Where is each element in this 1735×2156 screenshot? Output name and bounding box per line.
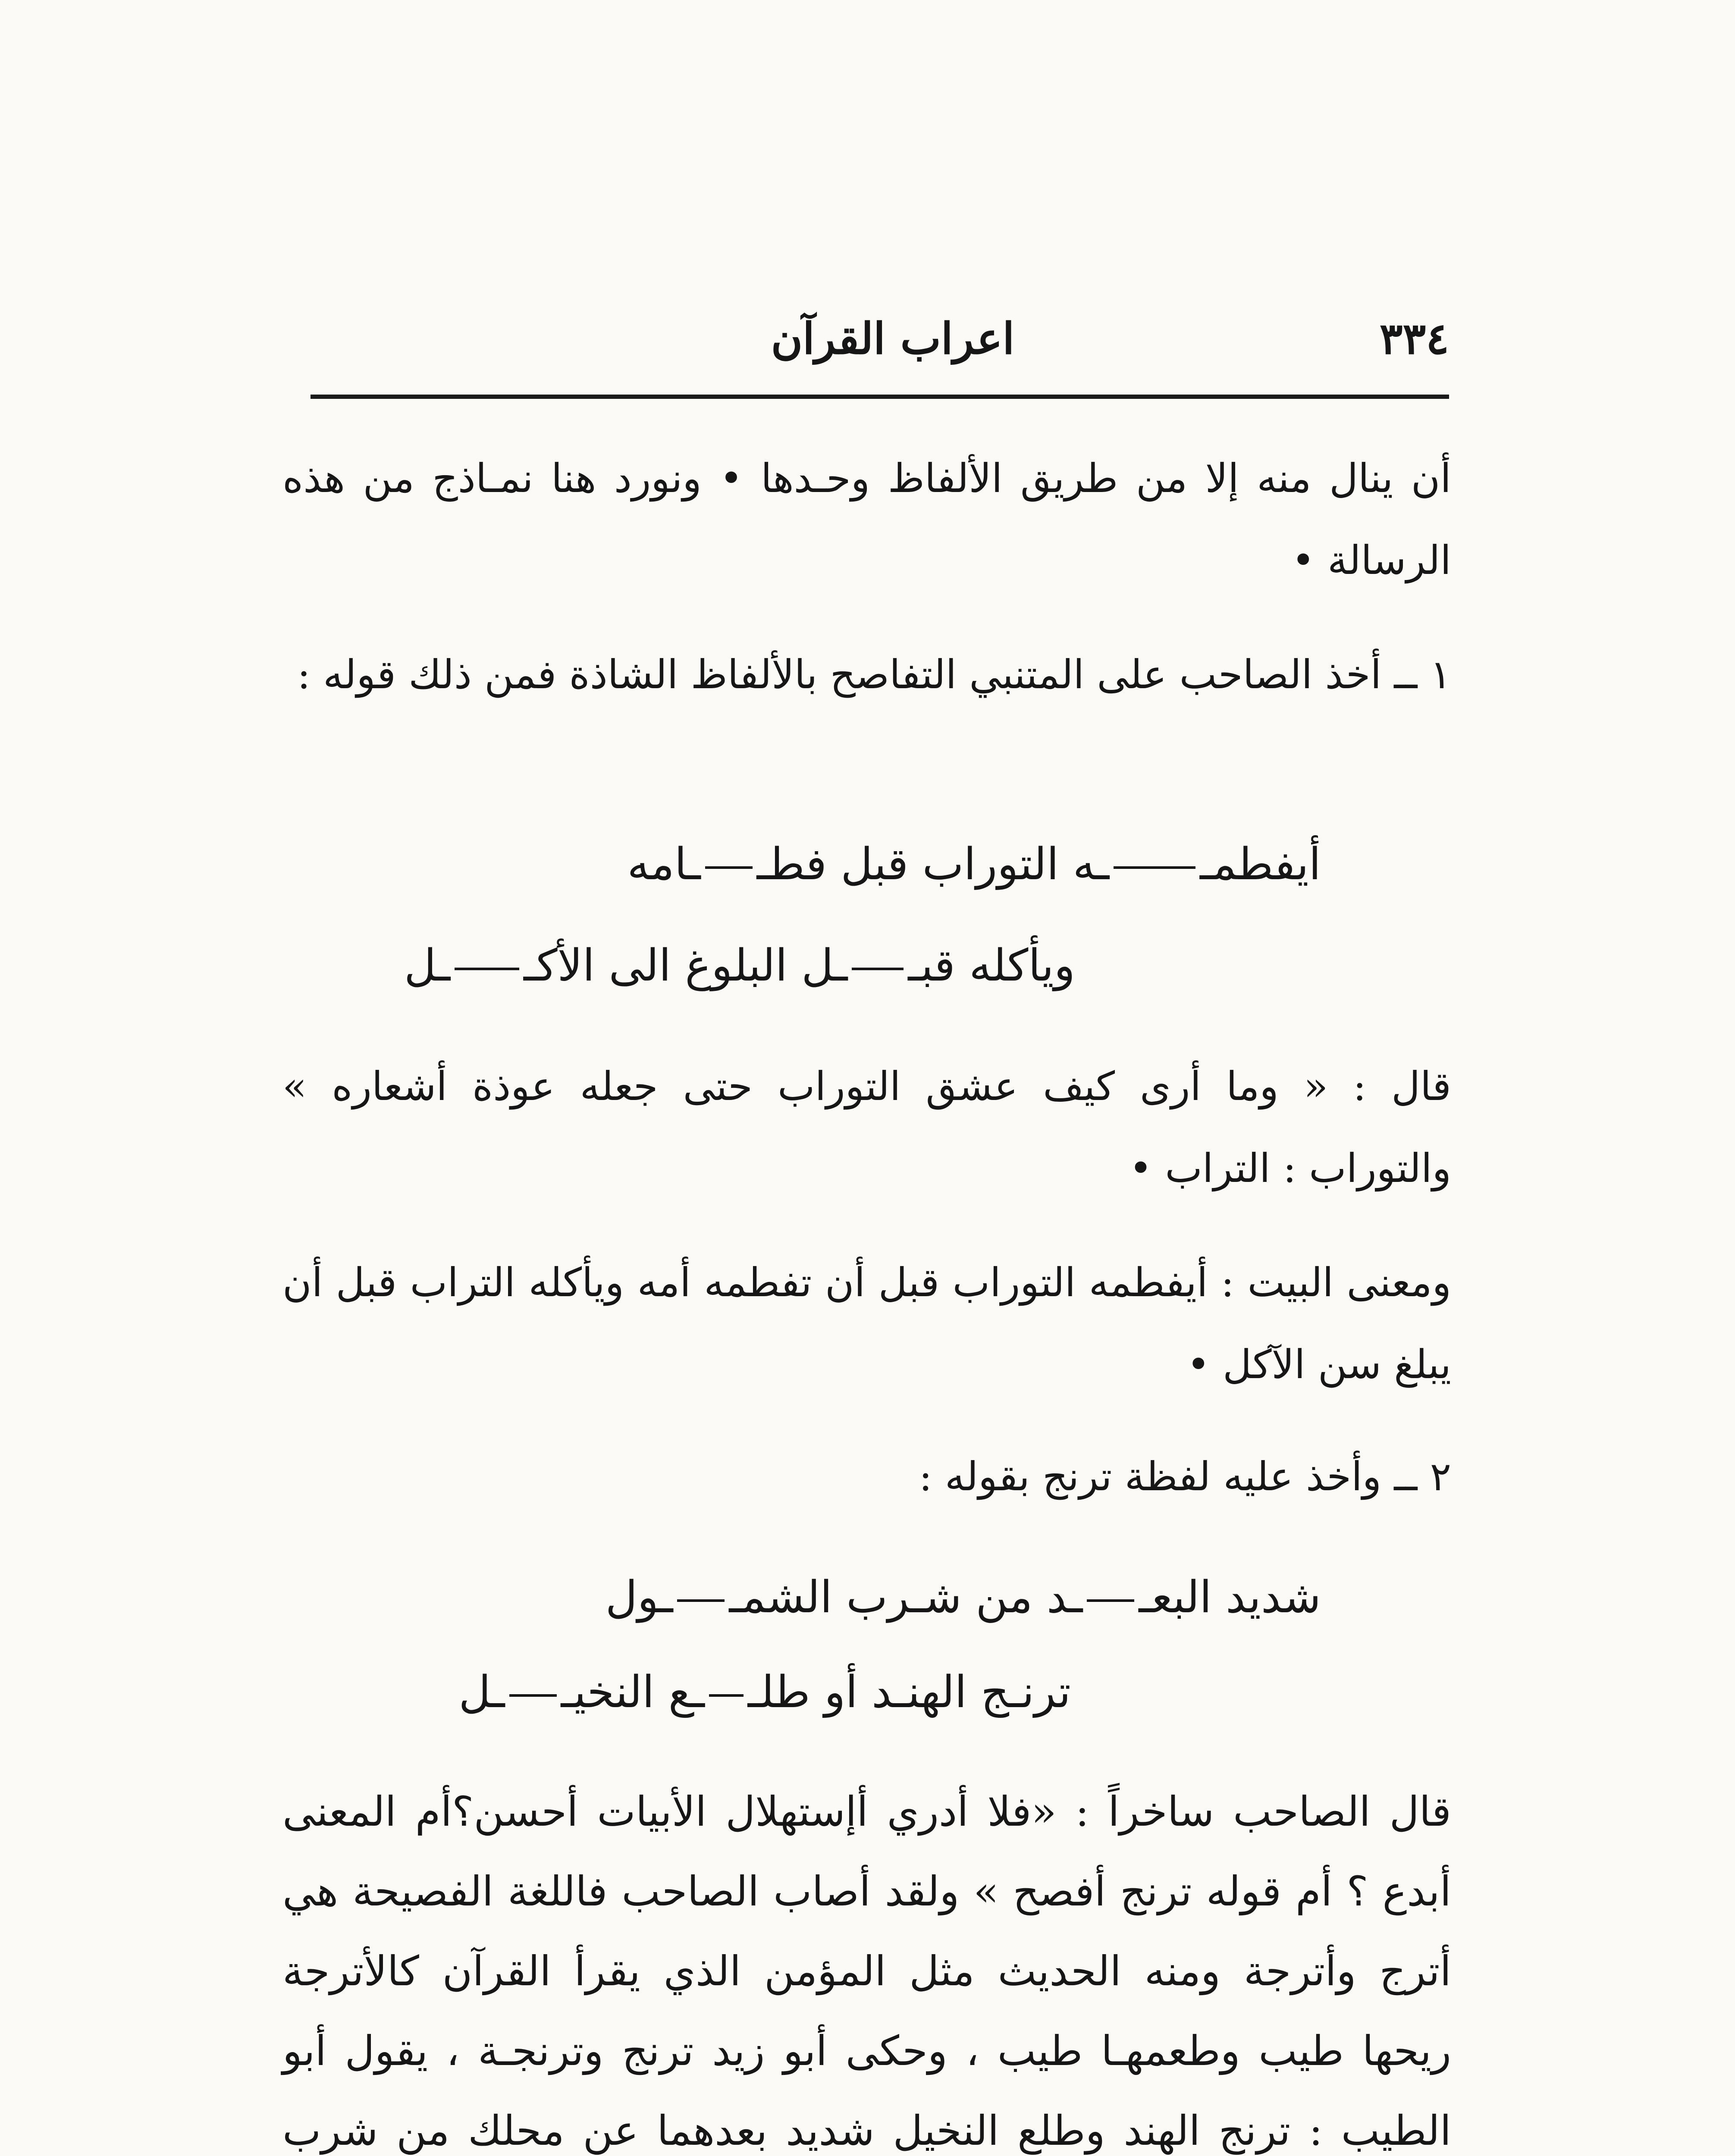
verse-2-first-part-1: شديد البعـ <box>1139 1572 1321 1623</box>
verse-2-first-hemistich <box>606 1561 1321 1634</box>
header-rule <box>311 395 1449 399</box>
verse-2-second-hemistich <box>458 1656 1071 1729</box>
verse-2-first-part-3: ـول <box>605 1572 673 1623</box>
verse-1-second-part-3: ـل <box>404 940 451 991</box>
paragraph-commentary-2: قال الصاحب ساخراً : «فلا أدري أإستهلال الأبيات أحسن؟أم المعنى أبدع ؟ أم قوله ترنج أفصح » ولقد أصاب الصاحب فاللغة الفصيحة هي أترج وأترجة ومنه الحديث مثل المؤمن الذي يقرأ القرآن كالأترجة ريحها طيب وطعمهـا طيب ، وحكى أبو زيد ترنج وترنجـة ، يقول أبو الطيب : ترنج الهند وطلع النخيل شديد بعدهما عن محلك من شرب <box>282 1788 1451 2155</box>
verse-1-second-hemistich <box>404 929 1075 1003</box>
kashida-stroke <box>455 968 519 970</box>
kashida-stroke <box>1114 866 1195 869</box>
paragraph-commentary-1: قال : « وما أرى كيف عشق التوراب حتى جعله عوذة أشعاره » والتوراب : التراب • <box>282 1063 1451 1191</box>
verse-2-second-part-3: ـل <box>458 1667 505 1718</box>
kashida-stroke <box>677 1599 725 1602</box>
verse-1-first-part-3: ـامه <box>627 839 701 890</box>
verse-1-second-part-1: ويأكله قبـ <box>908 940 1075 991</box>
verse-1-second-part-2: ـل البلوغ الى الأكـ <box>524 940 848 991</box>
verse-1-first-part-1: أيفطمـ <box>1200 839 1321 890</box>
verse-1-first-part-2: ـه التوراب قبل فطـ <box>756 839 1110 890</box>
kashida-stroke <box>705 866 753 869</box>
page-header <box>285 308 1449 369</box>
paragraph-item-2: ٢ ــ وأخذ عليه لفظة ترنج بقوله : <box>919 1454 1451 1500</box>
verse-2-second-part-2: ـع النخيـ <box>561 1667 705 1718</box>
kashida-stroke <box>852 968 904 970</box>
verse-1-first-hemistich <box>627 828 1321 901</box>
kashida-stroke <box>509 1694 557 1697</box>
verse-2-first-part-2: ـد من شـرب الشمـ <box>729 1572 1083 1623</box>
page-number: ٣٣٤ <box>1379 313 1449 364</box>
paragraph-item-1: ١ ــ أخذ الصاحب على المتنبي التفاصح بالألفاظ الشاذة فمن ذلك قوله : <box>297 652 1451 698</box>
running-title: اعراب القرآن <box>771 313 1015 364</box>
kashida-stroke <box>709 1694 744 1697</box>
paragraph-intro: أن ينال منه إلا من طريق الألفاظ وحـدها • ونورد هنا نمـاذج من هذه الرسالة • <box>282 455 1451 583</box>
paragraph-meaning: ومعنى البيت : أيفطمه التوراب قبل أن تفطمه أمه ويأكله التراب قبل أن يبلغ سن الآكل • <box>282 1260 1451 1388</box>
kashida-stroke <box>1087 1599 1134 1602</box>
verse-2-second-part-1: ترنـج الهنـد أو طلـ <box>747 1667 1071 1718</box>
